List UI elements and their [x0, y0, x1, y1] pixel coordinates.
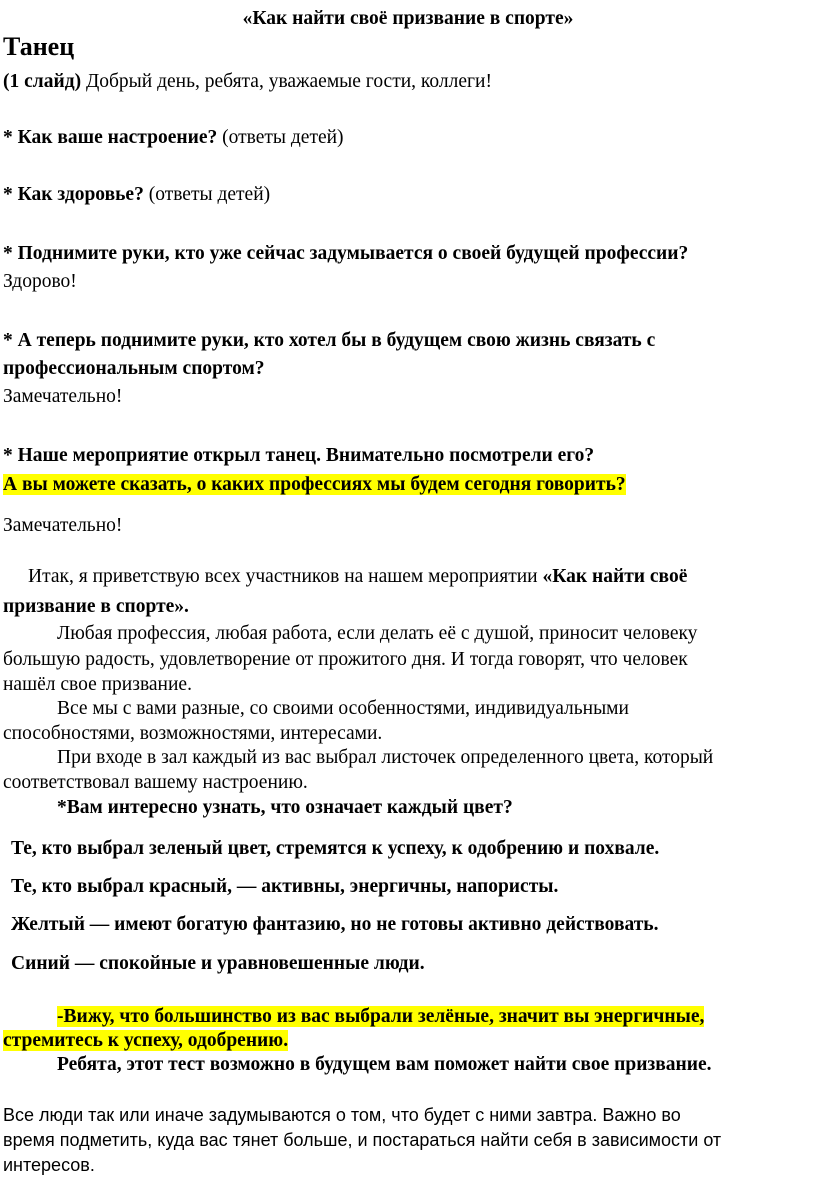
- intro-line-1: [28, 565, 687, 589]
- paragraph-2-line-2: способностями, возможностями, интересами.: [3, 723, 383, 744]
- final-line-2: время подметить, куда вас тянет больше, и постараться найти себя в зависимости от: [3, 1130, 722, 1150]
- color-blue-meaning: Синий — спокойные и уравновешенные люди.: [11, 953, 425, 974]
- question-mood-text: * Как ваше настроение?: [3, 127, 218, 148]
- answer-great: Здорово!: [3, 271, 77, 292]
- color-yellow-meaning: Желтый — имеют богатую фантазию, но не готовы активно действовать.: [11, 914, 659, 935]
- paragraph-1-line-2: большую радость, удовлетворение от прожитого дня. И тогда говорят, что человек: [3, 649, 688, 670]
- majority-line-2: [3, 1029, 288, 1053]
- paragraph-2-line-1: Все мы с вами разные, со своими особенностями, индивидуальными: [57, 698, 629, 719]
- question-health-text: * Как здоровье?: [3, 184, 144, 205]
- paragraph-3-line-2: соответствовал вашему настроению.: [3, 772, 308, 793]
- test-line: Ребята, этот тест возможно в будущем вам поможет найти свое призвание.: [57, 1054, 712, 1075]
- question-mood-note: (ответы детей): [217, 127, 344, 148]
- greeting-text: Добрый день, ребята, уважаемые гости, коллеги!: [81, 71, 492, 92]
- final-line-1: Все люди так или иначе задумываются о том, что будет с ними завтра. Важно во: [3, 1105, 681, 1125]
- question-health: [3, 183, 270, 207]
- event-name-part-1: «Как найти своё: [542, 566, 688, 587]
- question-sport-line-2: профессиональным спортом?: [3, 358, 265, 379]
- slide-label: (1 слайд): [3, 71, 82, 92]
- document-title: «Как найти своё призвание в спорте»: [242, 8, 574, 29]
- question-professions-highlight: [3, 473, 626, 497]
- paragraph-3-line-1: При входе в зал каждый из вас выбрал листочек определенного цвета, который: [57, 747, 714, 768]
- greeting-line: [3, 70, 492, 94]
- question-mood: [3, 126, 344, 150]
- color-green-meaning: Те, кто выбрал зеленый цвет, стремятся к успеху, к одобрению и похвале.: [11, 838, 660, 859]
- question-dance: * Наше мероприятие открыл танец. Внимательно посмотрели его?: [3, 445, 595, 466]
- question-health-note: (ответы детей): [143, 184, 271, 205]
- section-heading: Танец: [3, 32, 75, 61]
- answer-wonderful-2: Замечательно!: [3, 515, 123, 536]
- intro-text: Итак, я приветствую всех участников на нашем мероприятии: [28, 566, 543, 587]
- color-red-meaning: Те, кто выбрал красный, — активны, энергичны, напористы.: [11, 876, 559, 897]
- question-profession: * Поднимите руки, кто уже сейчас задумывается о своей будущей профессии?: [3, 243, 689, 264]
- answer-wonderful-1: Замечательно!: [3, 386, 123, 407]
- paragraph-1-line-3: нашёл свое призвание.: [3, 674, 192, 695]
- highlighted-text: А вы можете сказать, о каких профессиях мы будем сегодня говорить?: [3, 474, 626, 495]
- majority-highlight-2: стремитесь к успеху, одобрению.: [3, 1030, 289, 1051]
- final-line-3: интересов.: [3, 1155, 95, 1175]
- majority-line-1: [57, 1005, 704, 1029]
- event-name-part-2: призвание в спорте».: [3, 596, 189, 617]
- paragraph-1-line-1: Любая профессия, любая работа, если делать её с душой, приносит человеку: [57, 623, 698, 644]
- majority-highlight-1: -Вижу, что большинство из вас выбрали зелёные, значит вы энергичные,: [57, 1006, 705, 1027]
- question-sport-line-1: * А теперь поднимите руки, кто хотел бы в будущем свою жизнь связать с: [3, 330, 656, 351]
- color-question: *Вам интересно узнать, что означает каждый цвет?: [57, 797, 513, 818]
